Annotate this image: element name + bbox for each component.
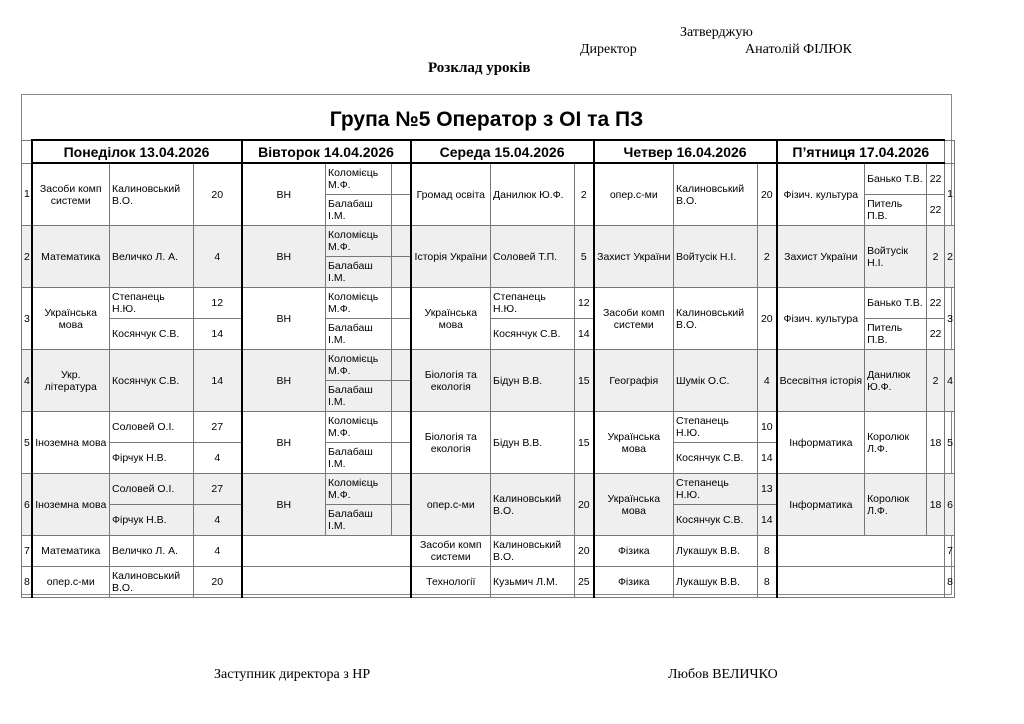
subject-cell: Фізика [594, 567, 674, 598]
empty-lesson [242, 567, 411, 598]
lesson-row [22, 288, 955, 319]
room-cell [392, 257, 411, 288]
room-cell: 15 [575, 350, 594, 412]
teacher-cell: Калиновський В.О. [674, 288, 758, 350]
teacher-cell: Шумік О.С. [674, 350, 758, 412]
room-cell: 14 [758, 505, 777, 536]
teacher-cell: Коломієць М.Ф. [326, 288, 392, 319]
teacher-cell: Балабаш І.М. [326, 195, 392, 226]
room-cell: 4 [194, 226, 242, 288]
teacher-cell: Косянчук С.В. [674, 505, 758, 536]
day-header-fri: П’ятниця 17.04.2026 [777, 140, 945, 163]
room-cell: 8 [758, 567, 777, 598]
subject-cell: Засоби комп системи [32, 163, 110, 226]
room-cell [392, 350, 411, 381]
teacher-cell: Королюк Л.Ф. [865, 412, 927, 474]
teacher-cell: Калиновський В.О. [110, 567, 194, 598]
subject-cell: ВН [242, 474, 326, 536]
subject-cell: Громад освіта [411, 163, 491, 226]
room-cell: 18 [927, 474, 945, 536]
teacher-cell: Коломієць М.Ф. [326, 226, 392, 257]
room-cell: 22 [927, 163, 945, 195]
director-title: Директор [580, 42, 637, 57]
subject-cell: ВН [242, 226, 326, 288]
day-header-wed: Середа 15.04.2026 [411, 140, 594, 163]
teacher-cell: Балабаш І.М. [326, 381, 392, 412]
subject-cell: ВН [242, 163, 326, 226]
teacher-cell: Банько Т.В. [865, 163, 927, 195]
subject-cell: Математика [32, 226, 110, 288]
room-cell: 4 [194, 505, 242, 536]
room-cell [392, 195, 411, 226]
subject-cell: Географія [594, 350, 674, 412]
room-cell [392, 163, 411, 195]
subject-cell: опер.с-ми [32, 567, 110, 598]
lesson-number: 2 [22, 226, 32, 288]
room-cell: 20 [194, 567, 242, 598]
teacher-cell: Калиновський В.О. [491, 474, 575, 536]
room-cell: 2 [927, 350, 945, 412]
teacher-cell: Фірчук Н.В. [110, 505, 194, 536]
room-cell [392, 381, 411, 412]
subject-cell: опер.с-ми [411, 474, 491, 536]
room-cell: 4 [194, 443, 242, 474]
room-cell: 4 [194, 536, 242, 567]
header-gap [945, 140, 955, 163]
teacher-cell: Степанець Н.Ю. [674, 412, 758, 443]
room-cell: 2 [758, 226, 777, 288]
subject-cell: опер.с-ми [594, 163, 674, 226]
director-name: Анатолій ФІЛЮК [745, 42, 853, 57]
teacher-cell: Калиновський В.О. [674, 163, 758, 226]
subject-cell: Засоби комп системи [411, 536, 491, 567]
room-cell [392, 505, 411, 536]
teacher-cell: Косянчук С.В. [491, 319, 575, 350]
teacher-cell: Банько Т.В. [865, 288, 927, 319]
day-header-tue: Вівторок 14.04.2026 [242, 140, 411, 163]
teacher-cell: Коломієць М.Ф. [326, 163, 392, 195]
lesson-number: 3 [945, 288, 955, 350]
room-cell [392, 226, 411, 257]
lesson-row [22, 474, 955, 505]
room-cell: 22 [927, 319, 945, 350]
teacher-cell: Соловей О.І. [110, 474, 194, 505]
subject-cell: Фізич. культура [777, 163, 865, 226]
teacher-cell: Степанець Н.Ю. [491, 288, 575, 319]
group-title: Група №5 Оператор з ОІ та ПЗ [329, 108, 644, 131]
subject-cell: Всесвітня історія [777, 350, 865, 412]
lesson-number: 8 [22, 567, 32, 598]
room-cell: 22 [927, 288, 945, 319]
teacher-cell: Величко Л. А. [110, 536, 194, 567]
room-cell: 14 [575, 319, 594, 350]
teacher-cell: Кузьмич Л.М. [491, 567, 575, 598]
subject-cell: Захист України [594, 226, 674, 288]
room-cell [392, 412, 411, 443]
subject-cell: Біологія та екологія [411, 412, 491, 474]
room-cell: 20 [575, 474, 594, 536]
room-cell: 27 [194, 474, 242, 505]
schedule-body [22, 140, 955, 598]
lesson-number: 6 [945, 474, 955, 536]
room-cell: 13 [758, 474, 777, 505]
subject-cell: Фізика [594, 536, 674, 567]
teacher-cell: Лукашук В.В. [674, 567, 758, 598]
lesson-number: 3 [22, 288, 32, 350]
teacher-cell: Данилюк Ю.Ф. [491, 163, 575, 226]
room-cell: 5 [575, 226, 594, 288]
lesson-number: 6 [22, 474, 32, 536]
teacher-cell: Королюк Л.Ф. [865, 474, 927, 536]
subject-cell: Математика [32, 536, 110, 567]
room-cell: 22 [927, 195, 945, 226]
subject-cell: Біологія та екологія [411, 350, 491, 412]
room-cell [392, 443, 411, 474]
teacher-cell: Войтусік Н.І. [865, 226, 927, 288]
header-gap [22, 140, 32, 163]
lesson-number: 2 [945, 226, 955, 288]
lesson-number: 5 [945, 412, 955, 474]
subject-cell: ВН [242, 350, 326, 412]
lesson-row [22, 163, 955, 195]
day-header-mon: Понеділок 13.04.2026 [32, 140, 242, 163]
subject-cell: Технології [411, 567, 491, 598]
teacher-cell: Калиновський В.О. [491, 536, 575, 567]
subject-cell: Українська мова [411, 288, 491, 350]
subject-cell: Інформатика [777, 474, 865, 536]
room-cell: 20 [758, 288, 777, 350]
room-cell: 14 [194, 350, 242, 412]
room-cell: 20 [758, 163, 777, 226]
room-cell [392, 288, 411, 319]
room-cell: 4 [758, 350, 777, 412]
room-cell [392, 474, 411, 505]
room-cell: 20 [194, 163, 242, 226]
day-header-thu: Четвер 16.04.2026 [594, 140, 777, 163]
day-header-row [22, 140, 955, 163]
room-cell: 12 [194, 288, 242, 319]
room-cell [392, 319, 411, 350]
teacher-cell: Соловей Т.П. [491, 226, 575, 288]
schedule-table [21, 139, 955, 598]
room-cell: 8 [758, 536, 777, 567]
subject-cell: ВН [242, 412, 326, 474]
lesson-number: 7 [945, 536, 955, 567]
teacher-cell: Косянчук С.В. [674, 443, 758, 474]
subject-cell: Українська мова [32, 288, 110, 350]
room-cell: 10 [758, 412, 777, 443]
room-cell: 12 [575, 288, 594, 319]
lesson-row [22, 350, 955, 381]
teacher-cell: Косянчук С.В. [110, 350, 194, 412]
empty-lesson [242, 536, 411, 567]
room-cell: 14 [194, 319, 242, 350]
teacher-cell: Питель П.В. [865, 195, 927, 226]
lesson-number: 7 [22, 536, 32, 567]
teacher-cell: Войтусік Н.І. [674, 226, 758, 288]
subject-cell: Інформатика [777, 412, 865, 474]
room-cell: 2 [927, 226, 945, 288]
teacher-cell: Степанець Н.Ю. [674, 474, 758, 505]
subject-cell: Укр. література [32, 350, 110, 412]
room-cell: 14 [758, 443, 777, 474]
teacher-cell: Бідун В.В. [491, 412, 575, 474]
room-cell: 27 [194, 412, 242, 443]
subject-cell: Іноземна мова [32, 412, 110, 474]
teacher-cell: Коломієць М.Ф. [326, 350, 392, 381]
teacher-cell: Данилюк Ю.Ф. [865, 350, 927, 412]
teacher-cell: Соловей О.І. [110, 412, 194, 443]
teacher-cell: Бідун В.В. [491, 350, 575, 412]
teacher-cell: Калиновський В.О. [110, 163, 194, 226]
teacher-cell: Косянчук С.В. [110, 319, 194, 350]
subject-cell: Історія України [411, 226, 491, 288]
subject-cell: ВН [242, 288, 326, 350]
teacher-cell: Лукашук В.В. [674, 536, 758, 567]
document-title: Розклад уроків [428, 60, 531, 76]
lesson-number: 4 [945, 350, 955, 412]
room-cell: 20 [575, 536, 594, 567]
subject-cell: Засоби комп системи [594, 288, 674, 350]
lesson-number: 5 [22, 412, 32, 474]
room-cell: 2 [575, 163, 594, 226]
room-cell: 18 [927, 412, 945, 474]
lesson-number: 4 [22, 350, 32, 412]
lesson-number: 1 [22, 163, 32, 226]
lesson-row [22, 567, 955, 598]
lesson-number: 1 [945, 163, 955, 226]
teacher-cell: Степанець Н.Ю. [110, 288, 194, 319]
teacher-cell: Балабаш І.М. [326, 257, 392, 288]
deputy-title: Заступник директора з НР [214, 667, 371, 682]
teacher-cell: Фірчук Н.В. [110, 443, 194, 474]
empty-lesson [777, 536, 945, 567]
teacher-cell: Коломієць М.Ф. [326, 412, 392, 443]
deputy-name: Любов ВЕЛИЧКО [668, 667, 778, 682]
subject-cell: Фізич. культура [777, 288, 865, 350]
teacher-cell: Величко Л. А. [110, 226, 194, 288]
room-cell: 15 [575, 412, 594, 474]
subject-cell: Українська мова [594, 474, 674, 536]
subject-cell: Іноземна мова [32, 474, 110, 536]
teacher-cell: Балабаш І.М. [326, 443, 392, 474]
teacher-cell: Балабаш І.М. [326, 505, 392, 536]
lesson-number: 8 [945, 567, 955, 598]
approve-label: Затверджую [680, 25, 753, 40]
teacher-cell: Балабаш І.М. [326, 319, 392, 350]
subject-cell: Захист України [777, 226, 865, 288]
lesson-row [22, 536, 955, 567]
room-cell: 25 [575, 567, 594, 598]
lesson-row [22, 226, 955, 257]
lesson-row [22, 412, 955, 443]
subject-cell: Українська мова [594, 412, 674, 474]
teacher-cell: Коломієць М.Ф. [326, 474, 392, 505]
empty-lesson [777, 567, 945, 598]
teacher-cell: Питель П.В. [865, 319, 927, 350]
